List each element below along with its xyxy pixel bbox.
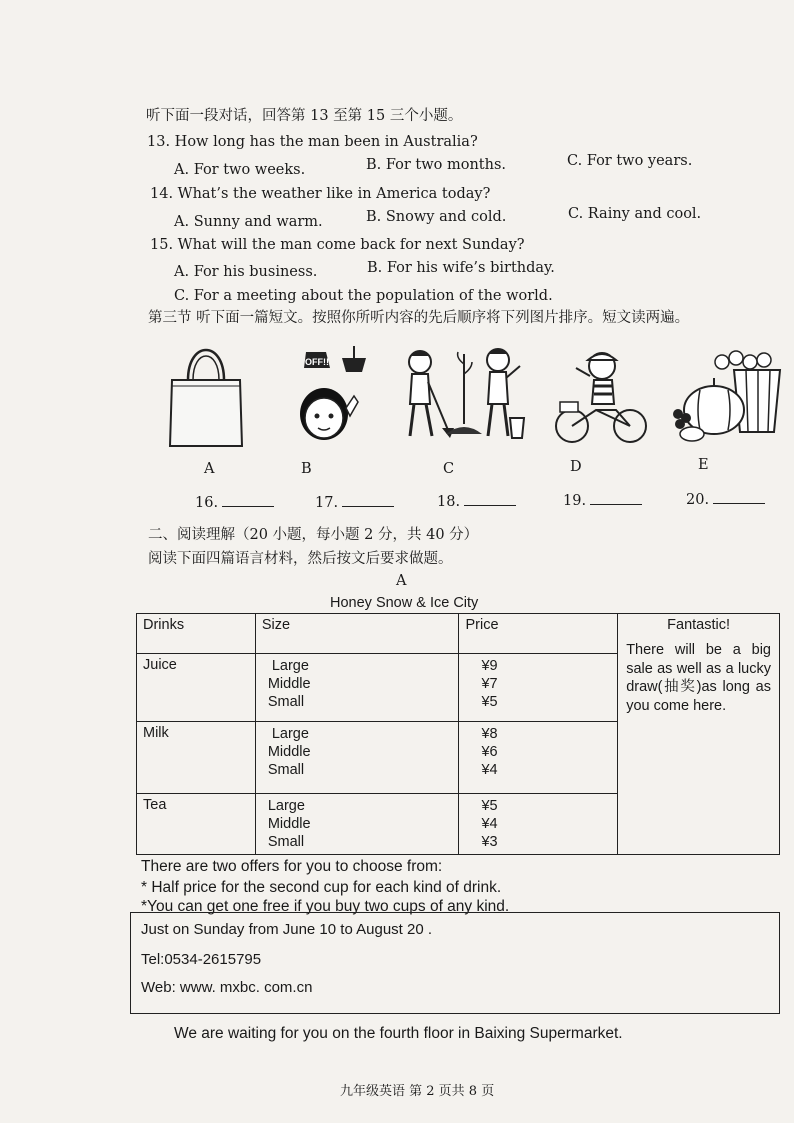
- q13-option-b: B. For two months.: [366, 157, 507, 173]
- drinks-price-table: [136, 613, 780, 855]
- answer-blank-16[interactable]: 16.: [195, 495, 274, 511]
- q15-option-a: A. For his business.: [174, 264, 318, 280]
- picture-label-d: D: [570, 459, 582, 475]
- answer-blank-17[interactable]: 17.: [315, 495, 394, 511]
- telephone: Tel:0534-2615795: [141, 951, 262, 968]
- q14-option-b: B. Snowy and cold.: [366, 209, 507, 225]
- fruit-basket-icon: [668, 348, 788, 444]
- fantastic-cell: [618, 614, 780, 855]
- passage-letter: A: [396, 573, 407, 589]
- milk-prices: ¥8 ¥6 ¥4: [459, 722, 618, 794]
- tote-bag-icon: [166, 338, 246, 448]
- girl-lamp-off-icon: [284, 346, 384, 446]
- boy-riding-bike-icon: [552, 346, 650, 446]
- juice-sizes: Large Middle Small: [255, 654, 459, 722]
- offer-2: *You can get one free if you buy two cups of any kind.: [141, 898, 510, 915]
- q15-option-c: C. For a meeting about the population of the world.: [174, 288, 553, 304]
- question-14: 14. What’s the weather like in America today?: [150, 186, 491, 202]
- fantastic-text: There will be a big sale as well as a lucky draw(抽奖)as long as you come here.: [626, 642, 771, 714]
- header-price: Price: [459, 614, 618, 654]
- closing-line: We are waiting for you on the fourth floor in Baixing Supermarket.: [174, 1025, 623, 1042]
- question-15: 15. What will the man come back for next Sunday?: [150, 237, 525, 253]
- picture-label-e: E: [698, 457, 709, 473]
- q13-option-c: C. For two years.: [567, 153, 693, 169]
- question-13: 13. How long has the man been in Australia?: [147, 134, 478, 150]
- website: Web: www. mxbc. com.cn: [141, 979, 313, 996]
- reading-instruction: 阅读下面四篇语言材料，然后按文后要求做题。: [148, 551, 453, 567]
- q14-option-c: C. Rainy and cool.: [568, 206, 702, 222]
- tea-prices: ¥5 ¥4 ¥3: [459, 794, 618, 855]
- tea-sizes: Large Middle Small: [255, 794, 459, 855]
- page-footer: 九年级英语 第 2 页共 8 页: [340, 1084, 495, 1099]
- offers-intro: There are two offers for you to choose from:: [141, 858, 443, 875]
- info-box: [130, 912, 780, 1014]
- drink-milk: Milk: [137, 722, 256, 794]
- milk-sizes: Large Middle Small: [255, 722, 459, 794]
- drink-juice: Juice: [137, 654, 256, 722]
- picture-label-c: C: [443, 461, 455, 477]
- offer-1: * Half price for the second cup for each kind of drink.: [141, 879, 502, 896]
- juice-prices: ¥9 ¥7 ¥5: [459, 654, 618, 722]
- reading-heading: 二、阅读理解（20 小题，每小题 2 分，共 40 分）: [148, 527, 479, 543]
- header-size: Size: [255, 614, 459, 654]
- q14-option-a: A. Sunny and warm.: [174, 214, 323, 230]
- offer-dates: Just on Sunday from June 10 to August 20 .: [141, 921, 433, 938]
- off-text: OFF!!: [305, 357, 329, 367]
- drink-tea: Tea: [137, 794, 256, 855]
- q13-option-a: A. For two weeks.: [174, 162, 306, 178]
- kids-planting-tree-icon: [398, 344, 526, 444]
- picture-label-a: A: [204, 461, 215, 477]
- passage-title: Honey Snow & Ice City: [330, 595, 479, 611]
- header-drinks: Drinks: [137, 614, 256, 654]
- answer-blank-20[interactable]: 20.: [686, 492, 765, 508]
- answer-blank-19[interactable]: 19.: [563, 493, 642, 509]
- header-fantastic: Fantastic!: [667, 617, 731, 633]
- q15-option-b: B. For his wife’s birthday.: [367, 260, 555, 276]
- section-3-instruction: 第三节 听下面一篇短文。按照你所听内容的先后顺序将下列图片排序。短文读两遍。: [148, 310, 690, 326]
- answer-blank-18[interactable]: 18.: [437, 494, 516, 510]
- picture-label-b: B: [301, 461, 312, 477]
- listening-intro: 听下面一段对话，回答第 13 至第 15 三个小题。: [146, 108, 463, 124]
